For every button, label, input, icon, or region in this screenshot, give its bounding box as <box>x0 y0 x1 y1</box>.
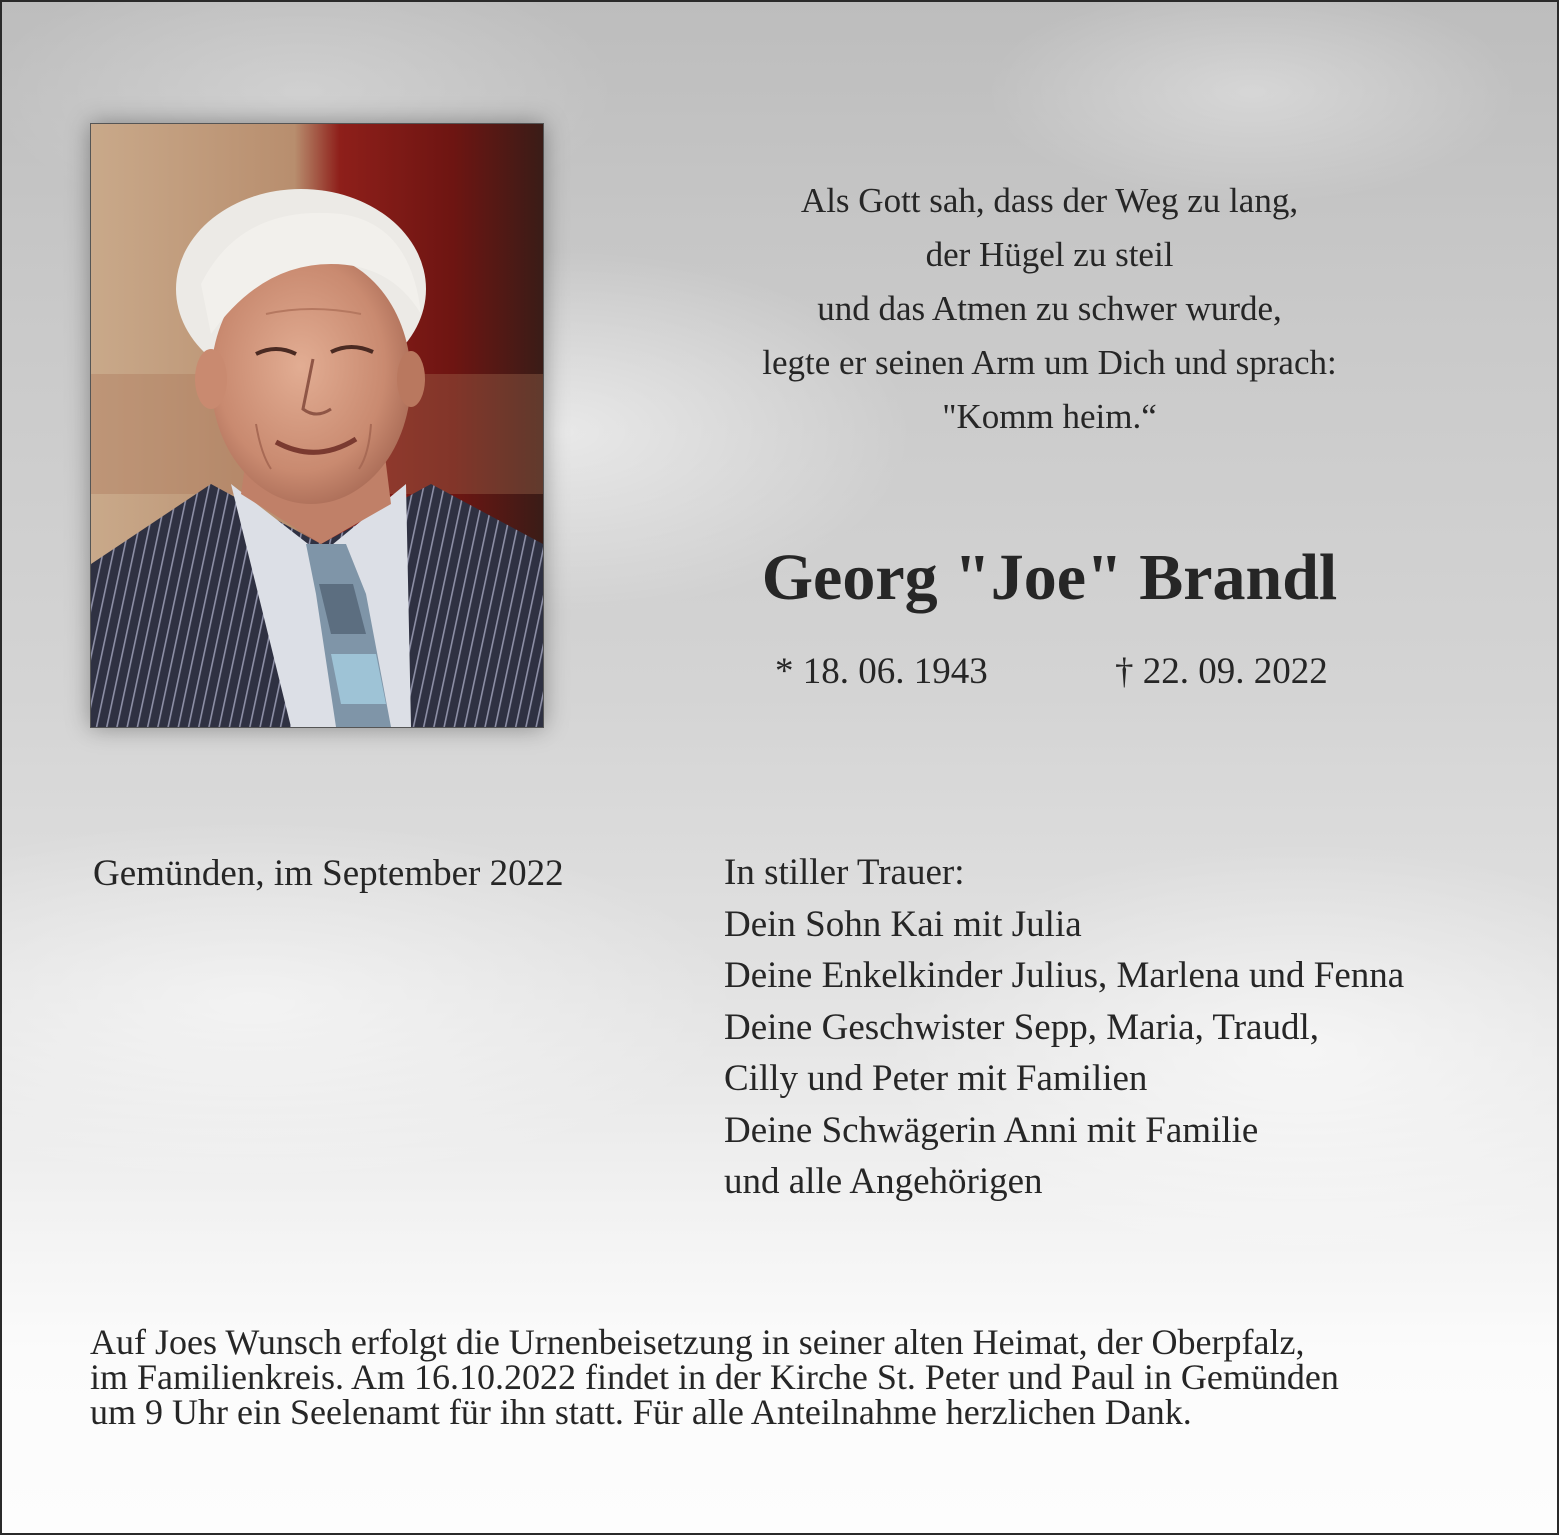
poem-line: der Hügel zu steil <box>925 235 1174 274</box>
poem-line: "Komm heim.“ <box>942 397 1157 436</box>
poem-line: und das Atmen zu schwer wurde, <box>817 289 1282 328</box>
portrait-illustration <box>91 124 543 727</box>
mourners-line: In stiller Trauer: <box>724 852 965 893</box>
notice-line: im Familienkreis. Am 16.10.2022 findet in der Kirche St. Peter und Paul in Gemünden <box>90 1357 1339 1397</box>
birth-date: * 18. 06. 1943 <box>775 651 988 692</box>
deceased-name: Georg "Joe" Brandl <box>761 541 1338 614</box>
mourners-line: Deine Enkelkinder Julius, Marlena und Fenna <box>724 955 1405 996</box>
mourners-line: Deine Geschwister Sepp, Maria, Traudl, <box>724 1006 1319 1048</box>
poem-line: Als Gott sah, dass der Weg zu lang, <box>800 181 1299 220</box>
place-and-date: Gemünden, im September 2022 <box>93 853 564 894</box>
death-date: † 22. 09. 2022 <box>1115 651 1328 692</box>
mourners-line: Dein Sohn Kai mit Julia <box>724 903 1082 945</box>
mourners-line: und alle Angehörigen <box>724 1161 1043 1202</box>
memorial-poem <box>622 174 1477 444</box>
portrait-photo <box>90 123 544 728</box>
funeral-notice <box>90 1322 1530 1432</box>
poem-line: legte er seinen Arm um Dich und sprach: <box>762 343 1337 382</box>
mourners-line: Deine Schwägerin Anni mit Familie <box>724 1109 1259 1151</box>
mourners-line: Cilly und Peter mit Familien <box>724 1058 1148 1099</box>
mourners-list <box>724 847 1404 1208</box>
notice-line: Auf Joes Wunsch erfolgt die Urnenbeisetzung in seiner alten Heimat, der Oberpfalz, <box>90 1322 1305 1362</box>
notice-line: um 9 Uhr ein Seelenamt für ihn statt. Für alle Anteilnahme herzlichen Dank. <box>90 1392 1192 1432</box>
